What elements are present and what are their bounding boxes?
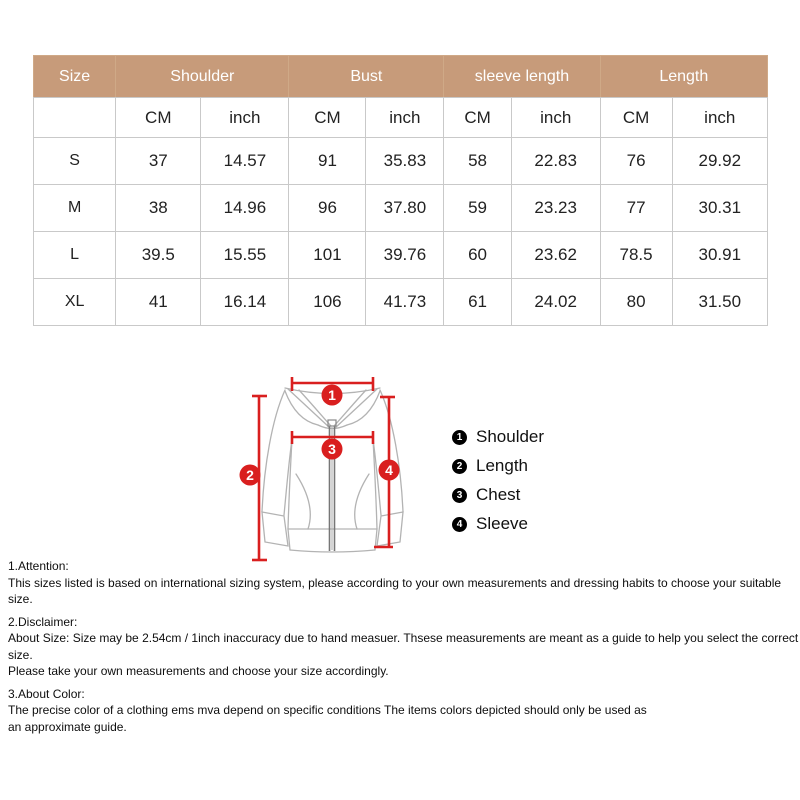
unit-cell: CM — [444, 98, 512, 138]
legend-item-length — [452, 456, 544, 476]
circled-2-icon: 2 — [452, 459, 467, 474]
table-cell: 96 — [289, 185, 366, 232]
unit-cell: CM — [600, 98, 672, 138]
table-row-xl — [34, 279, 768, 326]
table-cell: 61 — [444, 279, 512, 326]
table-cell: 59 — [444, 185, 512, 232]
size-label: L — [34, 232, 116, 279]
legend-label: Shoulder — [476, 427, 545, 446]
table-cell: 39.76 — [366, 232, 444, 279]
table-cell: 24.02 — [511, 279, 600, 326]
table-cell: 35.83 — [366, 138, 444, 185]
table-cell: 30.91 — [672, 232, 767, 279]
svg-text:2: 2 — [246, 467, 254, 483]
note-about-color — [8, 686, 800, 736]
notes-section — [8, 558, 800, 741]
callout-2-length — [240, 465, 261, 486]
header-length: Length — [600, 56, 767, 98]
unit-empty-cell — [34, 98, 116, 138]
header-sleeve-length: sleeve length — [444, 56, 600, 98]
unit-cell: inch — [511, 98, 600, 138]
table-cell: 77 — [600, 185, 672, 232]
unit-cell: CM — [116, 98, 201, 138]
measurement-legend — [452, 427, 544, 534]
table-cell: 14.57 — [201, 138, 289, 185]
table-cell: 23.23 — [511, 185, 600, 232]
table-cell: 37 — [116, 138, 201, 185]
table-cell: 37.80 — [366, 185, 444, 232]
circled-4-icon: 4 — [452, 517, 467, 532]
table-cell: 30.31 — [672, 185, 767, 232]
header-size: Size — [34, 56, 116, 98]
table-cell: 38 — [116, 185, 201, 232]
callout-4-sleeve — [379, 460, 400, 481]
legend-label: Chest — [476, 485, 521, 504]
note-attention — [8, 558, 800, 608]
table-cell: 58 — [444, 138, 512, 185]
callout-1-shoulder — [322, 385, 343, 406]
note-line: The precise color of a clothing ems mva depend on specific conditions The items colors depicted should only be used as — [8, 703, 647, 717]
unit-cell: inch — [672, 98, 767, 138]
table-cell: 41.73 — [366, 279, 444, 326]
legend-item-shoulder — [452, 427, 544, 447]
svg-text:1: 1 — [328, 387, 336, 403]
size-label: M — [34, 185, 116, 232]
note-line: This sizes listed is based on international sizing system, please according to your own measurements and dressing habits to choose your suitable size. — [8, 575, 782, 606]
legend-item-sleeve — [452, 514, 544, 534]
legend-label: Sleeve — [476, 514, 528, 533]
table-cell: 101 — [289, 232, 366, 279]
table-cell: 39.5 — [116, 232, 201, 279]
circled-3-icon: 3 — [452, 488, 467, 503]
table-row-l — [34, 232, 768, 279]
size-label: XL — [34, 279, 116, 326]
unit-cell: inch — [366, 98, 444, 138]
table-cell: 76 — [600, 138, 672, 185]
note-title: 1.Attention: — [8, 559, 69, 573]
table-cell: 23.62 — [511, 232, 600, 279]
table-cell: 29.92 — [672, 138, 767, 185]
table-cell: 41 — [116, 279, 201, 326]
table-cell: 106 — [289, 279, 366, 326]
note-line: Please take your own measurements and choose your size accordingly. — [8, 664, 389, 678]
header-shoulder: Shoulder — [116, 56, 289, 98]
table-row-s — [34, 138, 768, 185]
table-group-header-row — [34, 56, 768, 98]
table-row-m — [34, 185, 768, 232]
note-disclaimer — [8, 614, 800, 680]
callout-3-chest — [322, 439, 343, 460]
size-label: S — [34, 138, 116, 185]
legend-label: Length — [476, 456, 528, 475]
legend-item-chest — [452, 485, 544, 505]
table-cell: 60 — [444, 232, 512, 279]
table-cell: 22.83 — [511, 138, 600, 185]
unit-cell: inch — [201, 98, 289, 138]
table-cell: 78.5 — [600, 232, 672, 279]
jacket-measurement-diagram — [236, 374, 416, 566]
table-cell: 15.55 — [201, 232, 289, 279]
svg-text:3: 3 — [328, 441, 336, 457]
table-cell: 16.14 — [201, 279, 289, 326]
note-line: an approximate guide. — [8, 719, 127, 734]
table-unit-row — [34, 98, 768, 138]
circled-1-icon: 1 — [452, 430, 467, 445]
svg-text:4: 4 — [385, 462, 393, 478]
header-bust: Bust — [289, 56, 444, 98]
note-title: 3.About Color: — [8, 686, 85, 701]
note-title: 2.Disclaimer: — [8, 614, 78, 629]
table-cell: 80 — [600, 279, 672, 326]
table-cell: 31.50 — [672, 279, 767, 326]
size-chart-table — [33, 55, 768, 326]
note-line: About Size: Size may be 2.54cm / 1inch inaccuracy due to hand measuer. Thsese measurements are meant as a guide to help you select the correct size. — [8, 631, 799, 662]
table-cell: 14.96 — [201, 185, 289, 232]
unit-cell: CM — [289, 98, 366, 138]
table-cell: 91 — [289, 138, 366, 185]
